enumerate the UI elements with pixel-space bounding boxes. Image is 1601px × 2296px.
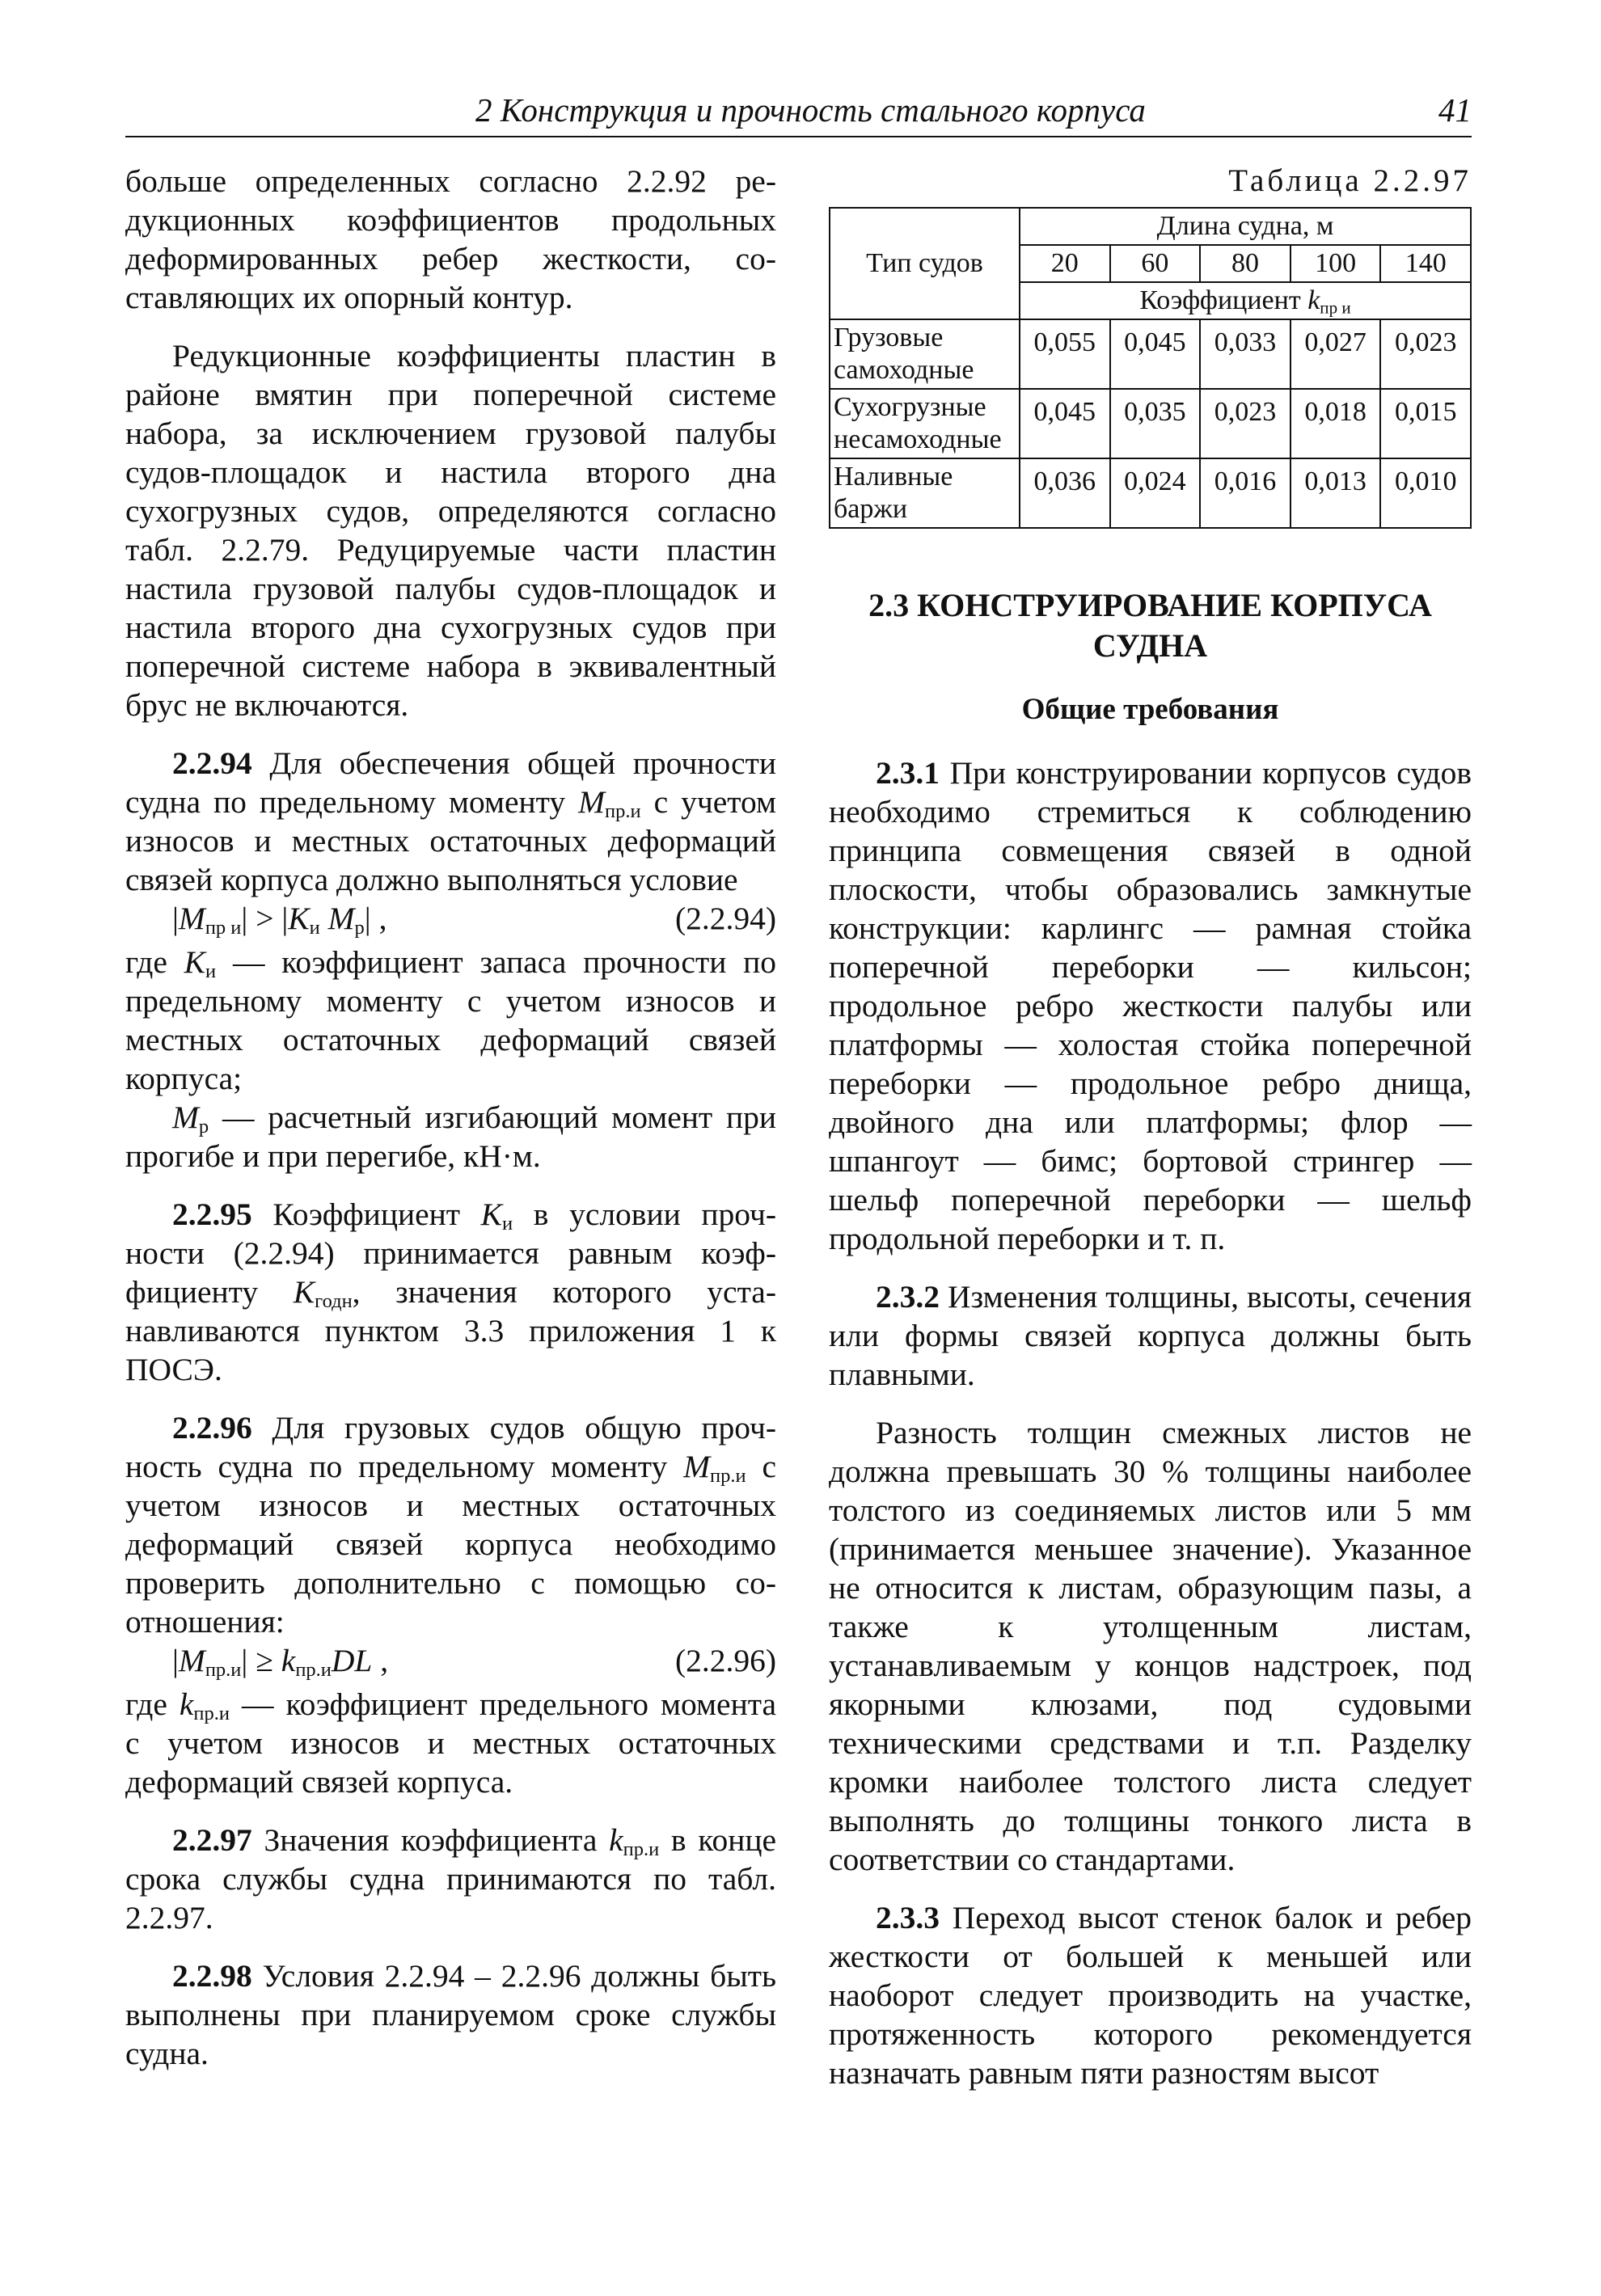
table-cell: 0,035 bbox=[1110, 389, 1201, 458]
left-column bbox=[125, 162, 776, 2092]
clause-2-2-95: 2.2.95 Коэффициент $K_и$ в условии прочности (2.2.94) принимается равным коэффициенту $K_{годн}$, значения которого устанавливаются пунктом 3.3 приложения 1 к ПОСЭ. bbox=[125, 1197, 777, 1387]
table-length-cell: 100 bbox=[1291, 245, 1381, 282]
formula-number: (2.2.94) bbox=[674, 901, 776, 936]
table-header-length: Длина судна, м bbox=[1020, 208, 1471, 245]
formula-number: (2.2.96) bbox=[674, 1643, 776, 1678]
table-cell: 0,036 bbox=[1020, 458, 1110, 528]
table-cell: 0,010 bbox=[1380, 458, 1471, 528]
table-cell: 0,023 bbox=[1200, 389, 1291, 458]
clause-2-3-2: 2.3.2 Изменения толщины, высоты, сечения или формы связей корпуса должны быть плавными. bbox=[829, 1279, 1472, 1392]
running-header bbox=[125, 91, 1472, 139]
formula-2-2-96 bbox=[125, 1641, 776, 1680]
table-cell: 0,033 bbox=[1200, 319, 1291, 389]
table-header-ship-type: Тип судов bbox=[830, 208, 1020, 319]
table-cell: 0,016 bbox=[1200, 458, 1291, 528]
table-row bbox=[830, 319, 1471, 389]
table-length-cell: 80 bbox=[1200, 245, 1291, 282]
clause-2-2-97: 2.2.97 Значения коэффициента $k_{пр.и}$ в конце срока службы судна принимаются по табл. 2.2.97. bbox=[125, 1822, 777, 1935]
formula-2-2-94 bbox=[125, 899, 776, 938]
table-length-cell: 20 bbox=[1020, 245, 1110, 282]
table-cell: 0,045 bbox=[1110, 319, 1201, 389]
table-length-cell: 60 bbox=[1110, 245, 1201, 282]
table-row-name: Наливные баржи bbox=[830, 458, 1020, 528]
clause-2-3-1: 2.3.1 При конструировании корпусов судов необходимо стремиться к соблюдению принципа совмещения связей в одной плоскости, чтобы образовались замкнутые конструкции: карлингс — рамная стойка поперечной переборки — кильсон; продольное ребро жесткости палубы или платформы — холостая стойка поперечной переборки — продольное ребро днища, двойного дна или платформы; флор — шпангоут — бимс; бортовой стрингер — шельф поперечной переборки — шельф продольной переборки и т. п. bbox=[829, 755, 1472, 1256]
table-cell: 0,018 bbox=[1291, 389, 1381, 458]
table-row-name: Грузовые самоходные bbox=[830, 319, 1020, 389]
table-header-coefficient: Коэффициент $k_{пр и}$ bbox=[1020, 282, 1471, 319]
formula-expression: $|M_{пр и}| > |K_и$ $M_р|$ , bbox=[172, 901, 387, 939]
table-row bbox=[830, 458, 1471, 528]
clause-number: 2.2.94 bbox=[172, 745, 252, 781]
formula-legend-k: где $K_и$ — коэффициент запаса прочности по предельному моменту с учетом износов и местных остаточных деформаций связей корпуса; bbox=[125, 944, 777, 1096]
clause-2-2-96: 2.2.96 Для грузовых судов общую прочность судна по предельному моменту $M_{пр.и}$ с учетом износов и местных остаточных деформаций связей корпуса необходимо проверить дополнительно с помощью соотношения: bbox=[125, 1410, 777, 1640]
paragraph-plate-thickness: Разность толщин смежных листов не должна превышать 30 % толщины наиболее толстого из соединяемых листов или 5 мм (принимается меньшее значение). Указанное не относится к листам, образующим пазы, а также к утолщенным листам, устанавливаемым у концов надстроек, под якорными клюзами, под судовыми техническими средствами и т.п. Разделку кромки наиболее толстого листа следует выполнять до толщины тонкого листа в соответствии со стандартами. bbox=[829, 1415, 1472, 1877]
header-rule bbox=[125, 136, 1472, 137]
right-column bbox=[829, 162, 1472, 2112]
formula-legend-m: $M_р$ — расчетный изгибающий момент при прогибе и при перегибе, кН·м. bbox=[125, 1099, 776, 1174]
header-title: 2 Конструкция и прочность стального корпуса bbox=[475, 91, 1146, 129]
coefficient-table bbox=[829, 207, 1472, 529]
paragraph-continuation: больше определенных согласно 2.2.92 редукционных коэффициентов продольных деформированных ребер жесткости, составляющих их опорный контур. bbox=[125, 163, 776, 315]
subsection-title: Общие требования bbox=[1021, 693, 1279, 726]
table-cell: 0,023 bbox=[1380, 319, 1471, 389]
table-cell: 0,024 bbox=[1110, 458, 1201, 528]
table-cell: 0,015 bbox=[1380, 389, 1471, 458]
table-caption: Таблица 2.2.97 bbox=[1228, 163, 1472, 198]
table-cell: 0,055 bbox=[1020, 319, 1110, 389]
formula-legend-kpri: где $k_{пр.и}$ — коэффициент предельного момента с учетом износов и местных остаточных деформаций связей корпуса. bbox=[125, 1686, 776, 1800]
table-cell: 0,013 bbox=[1291, 458, 1381, 528]
table-cell: 0,045 bbox=[1020, 389, 1110, 458]
clause-2-2-98: 2.2.98 Условия 2.2.94 – 2.2.96 должны быть выполнены при планируемом сроке службы судна. bbox=[125, 1958, 777, 2071]
clause-2-3-3: 2.3.3 Переход высот стенок балок и ребер жесткости от большей к меньшей или наоборот следует производить на участке, протяженность которого рекомендуется назначать равным пяти разностям высот bbox=[829, 1900, 1472, 2091]
table-row-name: Сухогрузные несамоходные bbox=[830, 389, 1020, 458]
page-number: 41 bbox=[1438, 91, 1472, 129]
table-row bbox=[830, 389, 1471, 458]
section-title: 2.3 КОНСТРУИРОВАНИЕ КОРПУСА СУДНА bbox=[868, 587, 1432, 664]
paragraph-reduction-coefficients: Редукционные коэффициенты пластин в районе вмятин при поперечной системе набора, за исключением грузовой палубы судов-площадок и настила второго дна сухогрузных судов, определяются согласно табл. 2.2.79. Редуцируемые части пластин настила грузовой палубы судов-площадок и настила второго дна сухогрузных судов при поперечной системе набора в эквивалентный брус не включаются. bbox=[125, 338, 776, 723]
clause-2-2-94: 2.2.94 Для обеспечения общей прочности судна по предельному моменту $M_{пр.и}$ с учетом износов и местных остаточных деформаций связей корпуса должно выполняться условие bbox=[125, 745, 777, 897]
table-length-cell: 140 bbox=[1380, 245, 1471, 282]
table-cell: 0,027 bbox=[1291, 319, 1381, 389]
formula-expression: $|M_{пр.и}| \ge k_{пр.и}DL$ , bbox=[172, 1643, 389, 1682]
